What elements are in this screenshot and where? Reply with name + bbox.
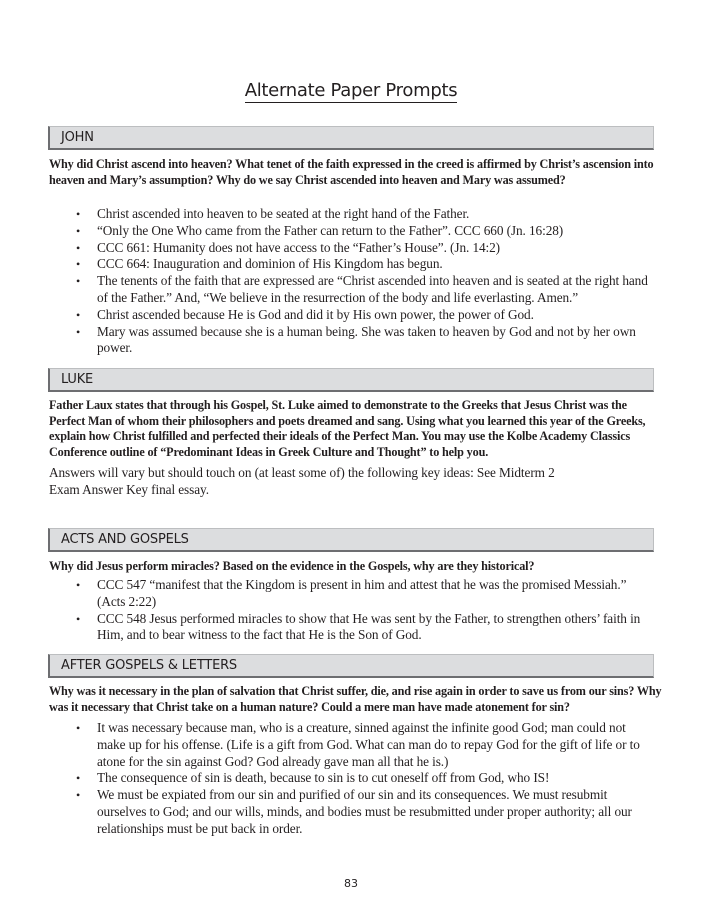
prompt-luke-text: Father Laux states that through his Gospel, St. Luke aimed to demonstrate to the Greeks that Jesus Christ was the Perfect Man of whom their philosophers and poets dreamed and sang. Using what you learned this year of the Greeks, explain how Christ fulfilled and perfected their ideals of the Perfect Man. You may use the Kolbe Academy Classics Conference outline of “Predominant Ideas in Greek Culture and Thought” to help you.: [49, 398, 646, 459]
john-answer-list: [0, 206, 702, 357]
list-item: • It was necessary because man, who is a creature, sinned against the infinite good God; man could not make up for his offense. (Life is a gift from God. What can man do to repay God for the gift of life or to atone for the sin against God? God already gave man all that he is.): [76, 720, 640, 769]
list-item: • We must be expiated from our sin and purified of our sin and its consequences. We must resubmit ourselves to God; and our wills, minds, and bodies must be resubmitted under proper authority; all our relationships must be put back in order.: [76, 787, 632, 836]
luke-answer: [49, 464, 579, 498]
list-item: • CCC 661: Humanity does not have access to the “Father’s House”. (Jn. 14:2): [76, 239, 501, 255]
after-gospels-answer-list: [0, 720, 702, 838]
bullet-icon: •: [76, 324, 81, 339]
bullet-icon: •: [76, 223, 81, 238]
prompt-john: [49, 157, 659, 188]
prompt-after-gospels-text: Why was it necessary in the plan of salvation that Christ suffer, die, and rise again in order to save us from our sins? Why was it necessary that Christ take on a human nature? Could a mere man have made atonement for sin?: [49, 684, 662, 714]
list-item: • CCC 548 Jesus performed miracles to show that He was sent by the Father, to strengthen others’ faith in Him, and to bear witness to the fact that He is the Son of God.: [76, 610, 641, 643]
page-title: [0, 80, 702, 101]
list-item: • The tenents of the faith that are expressed are “Christ ascended into heaven and is seated at the right hand of the Father.” And, “We believe in the resurrection of the body and life everlasting. Amen.”: [76, 273, 648, 305]
list-item: • Mary was assumed because she is a human being. She was taken to heaven by God and not by her own power.: [76, 323, 636, 356]
prompt-acts-text: Why did Jesus perform miracles? Based on the evidence in the Gospels, why are they historical?: [49, 559, 535, 573]
bullet-icon: •: [76, 771, 81, 786]
bullet-icon: •: [76, 274, 81, 289]
bullet-icon: •: [76, 611, 81, 626]
list-item: • CCC 547 “manifest that the Kingdom is present in him and attest that he was the promised Messiah.” (Acts 2:22): [76, 577, 627, 609]
list-item: • Christ ascended because He is God and did it by His own power, the power of God.: [76, 306, 534, 322]
bullet-icon: •: [76, 788, 81, 803]
bullet-icon: •: [76, 578, 81, 592]
section-header-after-gospels-letters: AFTER GOSPELS & LETTERS: [48, 654, 654, 678]
acts-answer-list: [0, 577, 702, 644]
page-title-text: Alternate Paper Prompts: [244, 80, 458, 101]
section-header-acts-and-gospels: ACTS AND GOSPELS: [48, 528, 654, 552]
bullet-icon: •: [76, 257, 81, 272]
prompt-after-gospels: [49, 684, 664, 715]
prompt-acts-and-gospels: [49, 559, 661, 575]
list-item: • “Only the One Who came from the Father can return to the Father”. CCC 660 (Jn. 16:28): [76, 222, 564, 238]
list-item: • The consequence of sin is death, because to sin is to cut oneself off from God, who IS!: [76, 770, 550, 786]
bullet-icon: •: [76, 721, 81, 735]
luke-answer-text: Answers will vary but should touch on (at least some of) the following key ideas: See Midterm 2 Exam Answer Key final essay.: [49, 465, 555, 497]
section-header-john: JOHN: [48, 126, 654, 150]
prompt-luke: [49, 398, 661, 460]
bullet-icon: •: [76, 207, 81, 221]
section-header-luke: LUKE: [48, 368, 654, 392]
list-item: • Christ ascended into heaven to be seated at the right hand of the Father.: [76, 206, 470, 221]
bullet-icon: •: [76, 307, 81, 322]
page-number: 83: [344, 877, 358, 890]
list-item: • CCC 664: Inauguration and dominion of His Kingdom has begun.: [76, 256, 443, 272]
prompt-john-text: Why did Christ ascend into heaven? What tenet of the faith expressed in the creed is affirmed by Christ’s ascension into heaven and Mary’s assumption? Why do we say Christ ascended into heaven and Mary was assumed?: [49, 157, 654, 187]
bullet-icon: •: [76, 240, 81, 255]
